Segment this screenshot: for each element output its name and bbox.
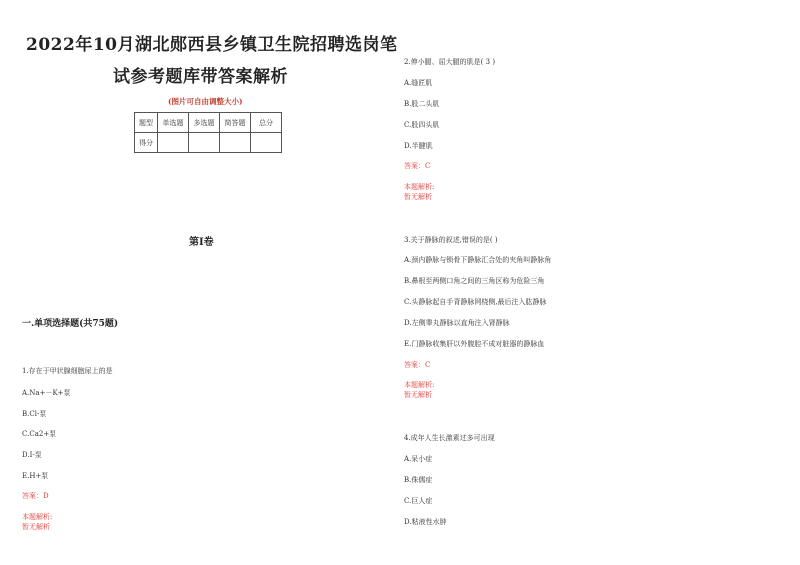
image-resize-hint: (图片可自由调整大小) <box>168 97 243 106</box>
question-1-option-a: A.Na+－K+泵 <box>22 389 71 397</box>
question-1-option-e: E.H+泵 <box>22 472 49 480</box>
question-4-option-d: D.粘液性水肿 <box>404 518 447 526</box>
question-1-answer: 答案：D <box>22 492 49 500</box>
question-1-option-b: B.Cl-泵 <box>22 410 47 418</box>
question-1-stem: 1.存在于甲状腺细胞尿上的是 <box>22 367 113 375</box>
question-2-analysis-label: 本题解析: <box>404 183 435 191</box>
question-3-answer: 答案：C <box>404 361 431 369</box>
question-2-option-b: B.股二头肌 <box>404 100 440 108</box>
question-1-analysis-label: 本题解析: <box>22 513 53 521</box>
score-cell[interactable] <box>158 133 189 153</box>
question-3-option-b: B.鼻根至两侧口角之间的三角区称为危险三角 <box>404 277 545 285</box>
question-3-option-e: E.门静脉收集肝以外腹腔不成对脏器的静脉血 <box>404 340 545 348</box>
question-3-option-c: C.头静脉起自手背静脉网桡侧,最后注入肱静脉 <box>404 298 547 306</box>
score-table-header: 多选题 <box>189 113 220 133</box>
question-2-stem: 2.伸小腿、屈大腿的肌是( 3 ) <box>404 58 496 66</box>
score-table-header: 题型 <box>135 113 158 133</box>
score-table-header: 简答题 <box>220 113 251 133</box>
score-row-label: 得分 <box>135 133 158 153</box>
question-1-option-d: D.I-泵 <box>22 451 42 459</box>
score-cell[interactable] <box>251 133 282 153</box>
question-2-answer: 答案：C <box>404 162 431 170</box>
volume-label: 第I卷 <box>189 237 214 248</box>
question-3-analysis: 暂无解析 <box>404 391 432 399</box>
score-table-header-row <box>135 113 282 133</box>
question-2-option-d: D.半腱肌 <box>404 142 433 150</box>
score-table-header: 单选题 <box>158 113 189 133</box>
score-table-score-row <box>135 133 282 153</box>
section-title: 一.单项选择题(共75题) <box>22 319 119 329</box>
question-3-option-d: D.左侧睾丸静脉以直角注入肾静脉 <box>404 319 510 327</box>
question-4-option-a: A.呆小症 <box>404 455 433 463</box>
score-table-header: 总分 <box>251 113 282 133</box>
question-1-option-c: C.Ca2+泵 <box>22 430 57 438</box>
question-4-option-c: C.巨人症 <box>404 497 433 505</box>
question-2-analysis: 暂无解析 <box>404 193 432 201</box>
question-2-option-a: A.缝匠肌 <box>404 79 433 87</box>
score-table <box>134 112 282 153</box>
question-1-analysis: 暂无解析 <box>22 523 50 531</box>
score-cell[interactable] <box>189 133 220 153</box>
score-cell[interactable] <box>220 133 251 153</box>
question-3-analysis-label: 本题解析: <box>404 381 435 389</box>
question-3-option-a: A.颈内静脉与锁骨下静脉汇合处的夹角叫静脉角 <box>404 256 552 264</box>
question-3-stem: 3.关于静脉的叙述,错误的是( ) <box>404 236 498 244</box>
question-4-stem: 4.成年人生长激素过多可出现 <box>404 434 495 442</box>
question-2-option-c: C.股四头肌 <box>404 121 440 129</box>
document-title-line2: 试参考题库带答案解析 <box>113 67 288 87</box>
document-title-line1: 2022年10月湖北郧西县乡镇卫生院招聘选岗笔 <box>26 35 398 55</box>
question-4-option-b: B.侏儒症 <box>404 476 433 484</box>
